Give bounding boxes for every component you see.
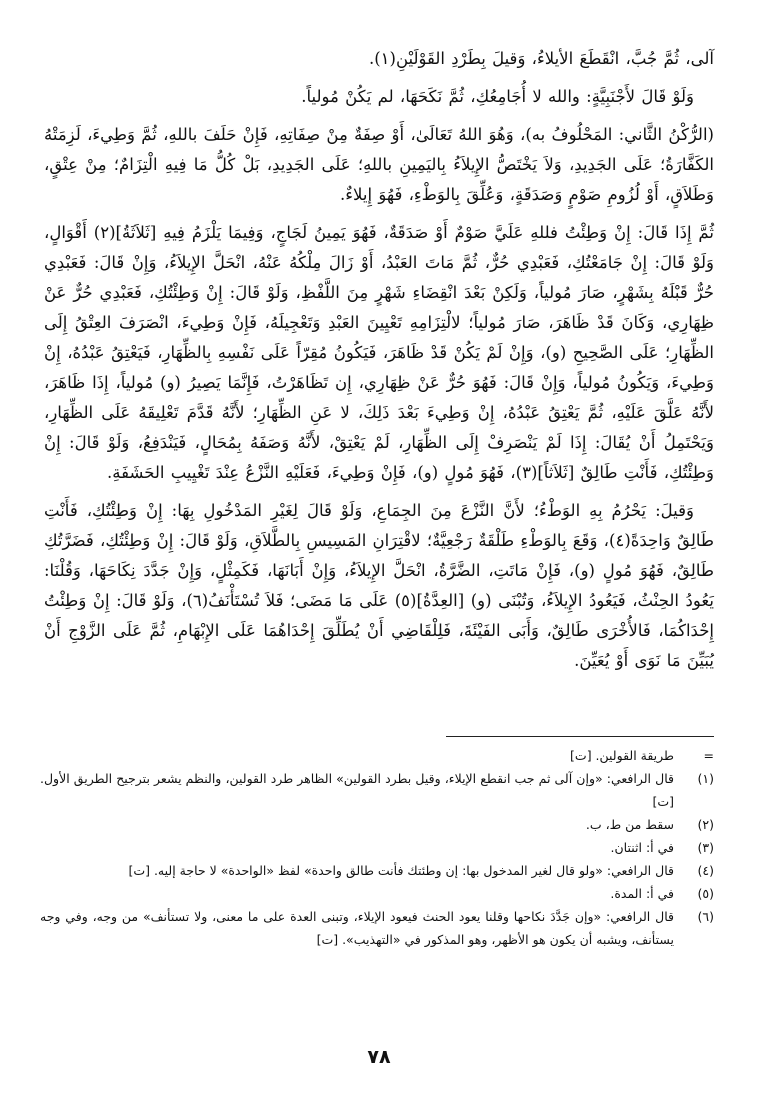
footnote-text: في أ: اثنتان. [610, 840, 674, 855]
footnote [40, 813, 714, 836]
footnote-mark: (٢) [697, 817, 714, 832]
footnote [40, 882, 714, 905]
page-number: ٧٨ [367, 1046, 391, 1068]
paragraph: آلى، ثُمَّ جُبَّ، انْقَطَعَ الأيلاءُ، وَقيلَ بِطَرْدِ القَوْلَيْنِ(١). [368, 49, 714, 68]
footnote-mark: (٤) [697, 863, 714, 878]
footnote [40, 744, 714, 767]
paragraph: وَلَوْ قَالَ لأَجْنَبِيَّةٍ: والله لا أُجَامِعُكِ، ثُمَّ نَكَحَهَا، لم يَكُنْ مُولياً. [301, 87, 694, 106]
footnote [40, 836, 714, 859]
footnote [40, 767, 714, 813]
footnote-text: قال الرافعي: «وإن آلى ثم جب انقطع الإيلاء، وقيل بطرد القولين» الظاهر طرد القولين، والنظم يشعر بترجيح الطريق الأول. [ت] [40, 771, 674, 809]
paragraph: وَقيلَ: يَحْرُمُ بِهِ الوَطْءُ؛ لأَنَّ النَّزْعَ مِنَ الجِمَاعِ، وَلَوْ قَالَ لِغَيْرِ المَدْخُولِ بِهَا: إِنْ وَطِئْتُكِ، فَأَنْتِ طَالِقٌ وَاحِدَةً(٤)، وَقَعَ بِالوَطْءِ طَلْقَةٌ رَجْعِيَّةٌ؛ لاقْتِرَانِ المَسِيسِ بِالطَّلاَقِ، وَلَوْ قَالَ: إِنْ وَطِئْتُكِ، فَضَرَّتُكِ طَالِقٌ، فَهُوَ مُولٍ (و)، فَإِنْ مَاتَتِ، الضَّرَّةُ، انْحَلَّ الإِيلاَءُ، وَإِنْ أَبَانَهَا، فَكَمِثْلٍ، وَإِنْ جَدَّدَ نِكَاحَهَا، وَقُلْنَا: يَعُودُ الحِنْثُ، فَيَعُودُ الإِيلاَءُ، وَتُبْنَى (و) [العِدَّةُ](٥) عَلَى مَا مَضَى؛ فَلاَ تُسْتَأْنَفُ(٦)، وَلَوْ قَالَ: إِنْ وَطِئْتُ إِحْدَاكُمَا، فَالأُخْرَى طَالِقٌ، وَأَبَى الفَيْئَةَ، فَلِلْقَاضِي أَنْ يُطَلِّقَ إِحْدَاهُمَا عَلَى الإِبْهَامِ، ثُمَّ عَلَى الزَّوْجِ أَنْ يُبَيِّنَ مَا نَوَى أَوْ يُعَيِّنَ. [44, 501, 715, 670]
footnote-text: قال الرافعي: «ولو قال لغير المدخول بها: إن وطئتك فأنت طالق واحدة» لفظ «الواحدة» لا حاجة إليه. [ت] [128, 863, 674, 878]
footnote-text: سقط من ط، ب. [585, 817, 674, 832]
footnote-text: في أ: المدة. [610, 886, 674, 901]
paragraph: (الرُّكْنُ الثَّاني: المَحْلُوفُ به)، وَهُوَ اللهُ تَعَالَىٰ، أَوْ صِفَةٌ مِنْ صِفَاتِهِ، فَإِنْ حَلَفَ باللهِ، ثُمَّ وَطِيءَ، لَزِمَتْهُ الكَفَّارَةُ؛ عَلَى الجَدِيدِ، وَلاَ يَخْتَصُّ الإِيلاَءُ بِاليَمِينِ باللهِ؛ عَلَى الجَدِيدِ، بَلْ كُلُّ مَا فِيهِ الْتِزَامٌ؛ مِنْ عِتْقٍ، وَطَلاَقٍ، أَوْ لُزُومِ صَوْمٍ وَصَدَقَةٍ، وَعُلِّقَ بِالوَطْءِ، فَهُوَ إِيلاءٌ. [44, 125, 714, 204]
footnotes [40, 744, 714, 951]
footnote-mark: (١) [697, 771, 714, 786]
footnote-separator [446, 736, 714, 737]
paragraph: ثُمَّ إِذَا قَالَ: إِنْ وَطِئْتُ فللهِ عَلَيَّ صَوْمٌ أَوْ صَدَقَةٌ، فَهُوَ يَمِينُ لَجَاجٍ، وَفِيمَا يَلْزَمُ فِيهِ [ثَلاَثَةُ](٢) أَقْوَالٍ، وَلَوْ قَالَ: إِنْ جَامَعْتُكِ، فَعَبْدِي حُرٌّ، ثُمَّ مَاتَ العَبْدُ، أَوْ زَالَ مِلْكُهُ عَنْهُ، انْحَلَّ الإِيلاَءُ، وَإِنْ قَالَ: فَعَبْدِي حُرٌّ قَبْلَهُ بِشَهْرٍ، صَارَ مُولياً، وَلَكِنْ بَعْدَ انْقِضَاءِ شَهْرٍ مِنَ اللَّفْظِ، وَلَوْ قَالَ: إِنْ وَطِئْتُكِ، فَعَبْدِي حُرٌّ عَنْ ظِهَارِي، وَكَانَ قَدْ ظَاهَرَ، صَارَ مُولياً؛ لالْتِزَامِهِ تَعْيِينَ العَبْدِ وَتَعْجِيلَهُ، فَإِنْ وَطِيءَ، انْصَرَفَ العِتْقُ إِلَى الظِّهَارِ؛ عَلَى الصَّحِيحِ (و)، وَإِنْ لَمْ يَكُنْ قَدْ ظَاهَرَ، فَيَكُونُ مُقِرّاً عَلَى نَفْسِهِ بِالظِّهَارِ، فَيَعْتِقُ عَبْدُهُ، إِنْ وَطِيءَ، وَيَكُونُ مُولياً، وَإِنْ قَالَ: فَهُوَ حُرٌّ عَنْ ظِهَارِي، إِن تَظَاهَرْتُ، فَإِنَّمَا يَصِيرُ (و) مُولياً، إِذَا ظَاهَرَ، لأَنَّهُ عَلَّقَ عَلَيْهِ، ثُمَّ يَعْتِقُ عَبْدُهُ، إِنْ وَطِيءَ بَعْدَ ذَلِكَ، لا عَنِ الظِّهَارِ؛ لأَنَّهُ قَدَّمَ تَعْلِيقَهُ عَلَى الظِّهَارِ، وَيَحْتَمِلُ أَنْ يُقَالَ: إِذَا لَمْ يَنْصَرِفْ إِلَى الظِّهَارِ، لَمْ يَعْتِقْ، لأَنَّهُ وَصَفَهُ بِمُحَالٍ، فَيَنْدَفِعُ، وَلَوْ قَالَ: إِنْ وَطِئْتُكِ، فَأَنْتِ طَالِقٌ [ثَلاَثاً](٣)، فَهُوَ مُولٍ (و)، فَإِنْ وَطِيءَ، فَعَلَيْهِ النَّزْعُ عِنْدَ تَغْيِيبِ الحَشَفَةِ. [44, 223, 715, 482]
footnote [40, 905, 714, 951]
footnote-mark: (٣) [697, 840, 714, 855]
footnote-mark: = [703, 748, 714, 763]
footnote-text: طريقة القولين. [ت] [570, 748, 674, 763]
footnote-text: قال الرافعي: «وإن جَدَّدَ نكاحها وقلنا يعود الحنث فيعود الإيلاء، وتبنى العدة على ما معنى، ولا تستأنف» من وجه، وفي وجه يستأنف، ويشبه أن يكون هو الأظهر، وهو المذكور في «التهذيب». [ت] [40, 909, 674, 947]
footnote-mark: (٦) [697, 909, 714, 924]
footnote [40, 859, 714, 882]
footnote-mark: (٥) [697, 886, 714, 901]
main-text [44, 44, 714, 684]
